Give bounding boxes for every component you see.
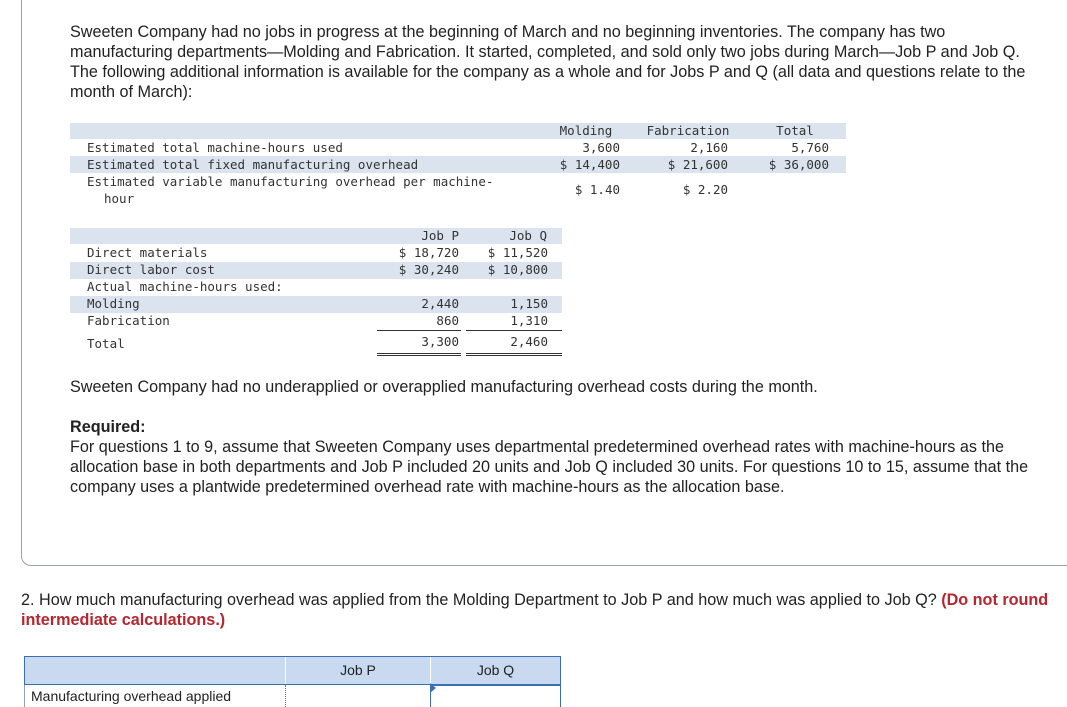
- jobs-row-label: Direct materials: [87, 245, 208, 260]
- total-underline: [377, 355, 461, 356]
- estimates-header-molding: Molding: [559, 123, 613, 138]
- jobs-cell: 1,150: [510, 296, 548, 311]
- estimates-cell: 5,760: [791, 140, 829, 155]
- answer-header-blank: [25, 657, 285, 684]
- question-note: (Do not round intermediate calculations.): [21, 591, 1049, 629]
- subtotal-underline: [466, 330, 562, 331]
- jobs-header-job-p: Job P: [421, 228, 459, 243]
- overhead-note: Sweeten Company had no underapplied or overapplied manufacturing overhead costs during the month.: [70, 378, 818, 396]
- required-text: For questions 1 to 9, assume that Sweeten Company uses departmental predetermined overhead rates with machine-hours as the allocation base in both departments and Job P included 20 units and Job Q included 30 units. For questions 10 to 15, assume that the company uses a plantwide predetermined overhead rate with machine-hours as the allocation base.: [70, 438, 1029, 496]
- estimates-row-label: Estimated total machine-hours used: [87, 140, 343, 155]
- estimates-header-fabrication: Fabrication: [646, 123, 730, 138]
- required-section: [70, 417, 1030, 497]
- jobs-cell: 1,310: [510, 313, 548, 328]
- estimates-header-total: Total: [776, 123, 814, 138]
- question-text: 2. How much manufacturing overhead was applied from the Molding Department to Job P and how much was applied to Job Q?: [21, 591, 937, 609]
- estimates-cell: $ 14,400: [559, 157, 620, 172]
- jobs-cell: $ 18,720: [398, 245, 459, 260]
- jobs-cell: 2,460: [510, 334, 548, 349]
- estimates-cell: $ 36,000: [768, 157, 829, 172]
- jobs-row-label: Actual machine-hours used:: [87, 279, 283, 294]
- total-underline: [466, 355, 562, 356]
- subtotal-underline: [377, 330, 461, 331]
- required-title: Required:: [70, 418, 146, 436]
- jobs-header-job-q: Job Q: [509, 228, 547, 243]
- estimates-row-label: Estimated variable manufacturing overhead per machine-: [87, 174, 494, 189]
- jobs-cell: 860: [436, 313, 459, 328]
- intro-text: Sweeten Company had no jobs in progress at the beginning of March and no beginning inventories. The company has two manufacturing departments—Molding and Fabrication. It started, completed, and sold only two jobs during March—Job P and Job Q. The following additional information is available for the company as a whole and for Jobs P and Q (all data and questions relate to the month of March):: [70, 23, 1026, 101]
- estimates-row-label: Estimated total fixed manufacturing overhead: [87, 157, 419, 172]
- total-underline: [466, 353, 562, 354]
- jobs-cell: $ 30,240: [398, 262, 459, 277]
- answer-row-label: Manufacturing overhead applied: [24, 685, 285, 707]
- estimates-cell: $ 1.40: [574, 182, 620, 197]
- total-underline: [377, 353, 461, 354]
- question-2: [21, 590, 1066, 630]
- jobs-cell: 3,300: [421, 334, 459, 349]
- jobs-row-label: Direct labor cost: [87, 262, 215, 277]
- jobs-cell: 2,440: [421, 296, 459, 311]
- jobs-cell: $ 10,800: [487, 262, 548, 277]
- answer-header-job-p: Job P: [340, 662, 376, 678]
- estimates-row-label-cont: hour: [104, 191, 135, 206]
- jobs-cell: $ 11,520: [487, 245, 548, 260]
- jobs-row-label: Total: [87, 336, 125, 351]
- answer-header-job-q: Job Q: [476, 662, 515, 678]
- jobs-row-label: Fabrication: [87, 313, 170, 328]
- estimates-cell: 2,160: [690, 140, 728, 155]
- estimates-cell: $ 2.20: [682, 182, 728, 197]
- estimates-cell: 3,600: [582, 140, 620, 155]
- answer-table-header: [24, 656, 561, 685]
- estimates-cell: $ 21,600: [667, 157, 728, 172]
- jobs-row-label: Molding: [87, 296, 140, 311]
